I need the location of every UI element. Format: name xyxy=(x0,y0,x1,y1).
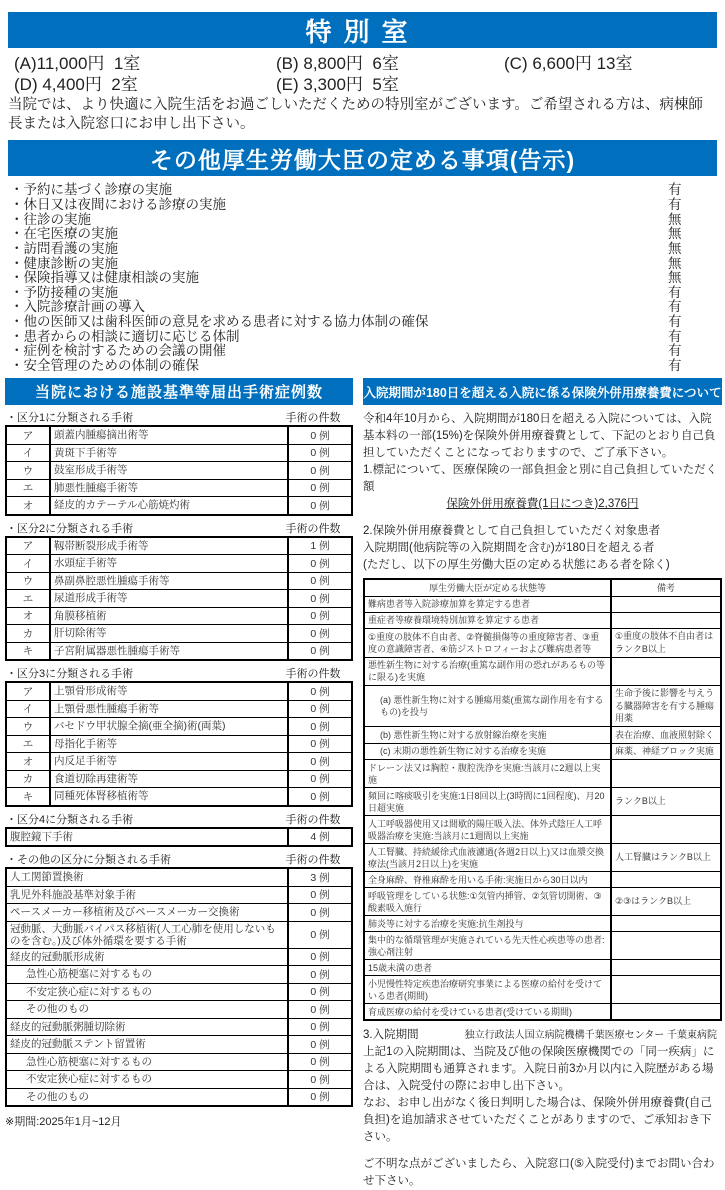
section-label xyxy=(5,667,353,681)
notice-label: ・在宅医療の実施 xyxy=(10,226,118,242)
notice-label: ・訪問看護の実施 xyxy=(10,240,118,256)
row-count: 0 例 xyxy=(287,497,351,514)
item3-label: 3.入院期間 xyxy=(363,1029,419,1041)
row-letter: イ xyxy=(7,445,51,462)
notice-label: ・健康診断の実施 xyxy=(10,255,118,271)
section-title: ・区分2に分類される手術 xyxy=(6,522,134,535)
row-count: 0 例 xyxy=(287,1036,351,1053)
row-name: ペースメーカー移植術及びペースメーカー交換術 xyxy=(10,906,240,919)
table-row xyxy=(7,869,351,886)
row-count: 0 例 xyxy=(287,949,351,966)
table-row xyxy=(365,959,720,975)
row-count: 0 例 xyxy=(287,427,351,444)
table-row xyxy=(365,787,720,815)
notice-value: 無 xyxy=(668,240,682,256)
row-state: 頻回に喀痰吸引を実施:1日8回以上(3時間に1回程度)、月20日超実施 xyxy=(368,790,605,813)
notice-value: 有 xyxy=(668,182,682,198)
row-count: 0 例 xyxy=(287,445,351,462)
row-count: 0 例 xyxy=(287,480,351,497)
row-state: 重症者等療養環境特別加算を算定する患者 xyxy=(368,615,540,625)
row-name: 頭蓋内腫瘍摘出術等 xyxy=(54,429,149,442)
row-name: 鼓室形成手術等 xyxy=(54,464,128,477)
row-state: 集中的な循環管理が実施されている先天性心疾患等の患者:強心剤注射 xyxy=(368,934,605,957)
notice-row xyxy=(10,357,717,372)
count-column-header: 手術の件数 xyxy=(285,412,341,424)
row-letter: キ xyxy=(7,788,51,805)
table-row xyxy=(7,1000,351,1018)
row-count: 3 例 xyxy=(287,869,351,886)
surgery-header: 当院における施設基準等届出手術症例数 xyxy=(5,378,353,405)
table-row xyxy=(365,843,720,871)
price-item: (B) 8,800円 6室 xyxy=(276,54,399,73)
row-note xyxy=(610,760,720,787)
row-state: (c) 末期の悪性新生物に対する治療を実施 xyxy=(380,746,546,757)
row-state: 難病患者等入院診療加算を算定する患者 xyxy=(368,599,531,609)
row-name: 腹腔鏡下手術 xyxy=(10,830,73,843)
item2-label: 2.保険外併用療養費として自己負担していただく対象患者 xyxy=(363,525,661,537)
row-count: 1 例 xyxy=(287,538,351,555)
row-count: 0 例 xyxy=(287,771,351,788)
row-letter: オ xyxy=(7,608,51,625)
row-name: 経皮的冠動脈形成術 xyxy=(10,950,105,963)
special-room-title: 特別室 xyxy=(305,16,420,47)
table-row xyxy=(7,1088,351,1106)
row-note: 表在治療、血液照射除く xyxy=(610,727,720,743)
period-note: ※期間:2025年1月~12月 xyxy=(5,1116,122,1128)
table-row xyxy=(7,538,351,555)
notice-label: ・入院診療計画の導入 xyxy=(10,299,145,315)
table-row xyxy=(365,931,720,959)
surgery-sections xyxy=(5,411,353,1107)
table-row xyxy=(7,479,351,497)
row-count: 0 例 xyxy=(287,608,351,625)
row-name: バセドウ甲状腺全摘(亜全摘)術(両葉) xyxy=(54,720,226,733)
row-name: 経皮的カテーテル心筋焼灼術 xyxy=(54,499,190,512)
table-row xyxy=(7,903,351,921)
row-name: 不安定狭心症に対するもの xyxy=(26,985,152,998)
row-name: その他のもの xyxy=(26,1090,89,1103)
table-row xyxy=(7,683,351,700)
row-name: 不安定狭心症に対するもの xyxy=(26,1073,152,1086)
insurance-column xyxy=(363,378,722,1190)
row-letter: オ xyxy=(7,753,51,770)
notice-list xyxy=(10,181,717,374)
row-count: 0 例 xyxy=(287,718,351,735)
section-title: ・区分1に分類される手術 xyxy=(6,412,134,424)
table-row xyxy=(365,685,720,727)
row-count: 0 例 xyxy=(287,887,351,904)
notice-label: ・予防接種の実施 xyxy=(10,284,118,300)
table-row xyxy=(7,642,351,660)
row-letter: エ xyxy=(7,590,51,607)
row-name: 乳児外科施設基準対象手術 xyxy=(10,888,136,901)
table-row xyxy=(7,1070,351,1088)
row-note xyxy=(610,872,720,887)
table-row xyxy=(365,759,720,787)
table-row xyxy=(7,589,351,607)
row-name: 子宮附属器悪性腫瘍手術等 xyxy=(54,644,180,657)
table-row xyxy=(7,921,351,948)
table-row xyxy=(7,496,351,514)
row-name: 急性心筋梗塞に対するもの xyxy=(26,968,152,981)
surgery-column xyxy=(5,378,353,1129)
section-label xyxy=(5,853,353,867)
table-row xyxy=(7,1018,351,1036)
count-column-header: 手術の件数 xyxy=(285,522,341,535)
row-state: 人工腎臓、持続緩徐式血液濾過(各週2日以上)又は血漿交換療法(当該月2日以上)を実施 xyxy=(368,846,605,869)
surgery-table xyxy=(5,681,353,807)
notice-value: 無 xyxy=(668,211,682,227)
row-count: 0 例 xyxy=(287,683,351,700)
special-room-intro: 当院では、より快適に入院生活をお過ごしいただくための特別室がございます。ご希望される方は、病棟師長または入院窓口にお申し出下さい。 xyxy=(8,97,703,132)
surgery-table xyxy=(5,536,353,662)
row-count: 0 例 xyxy=(287,701,351,718)
row-name: 上顎骨悪性腫瘍手術等 xyxy=(54,702,159,715)
row-state: ①重度の肢体不自由者、②脊髄損傷等の重度障害者、③重度の意識障害者、④筋ジストロフィーおよび難病患者等 xyxy=(368,631,600,654)
row-state: 15歳未満の患者 xyxy=(368,962,433,973)
row-state: 肺炎等に対する治療を実施:抗生剤投与 xyxy=(368,918,524,929)
note-column-header: 備考 xyxy=(610,580,720,596)
row-name: 角膜移植術 xyxy=(54,609,107,622)
notices-title: その他厚生労働大臣の定める事項(告示) xyxy=(149,146,576,173)
notices-banner xyxy=(8,140,717,176)
row-count: 0 例 xyxy=(287,1089,351,1106)
item1-label: 1.標記について、医療保険の一部負担金と別に自己負担していただく額 xyxy=(363,464,718,493)
special-room-banner xyxy=(8,12,717,48)
row-name: 経皮的冠動脈ステント留置術 xyxy=(10,1038,146,1051)
row-name: 靱帯断裂形成手術等 xyxy=(54,539,149,552)
row-letter: カ xyxy=(7,625,51,642)
row-state: 悪性新生物に対する治療(重篤な副作用の恐れがあるもの等に限る)を実施 xyxy=(368,660,605,682)
row-count: 0 例 xyxy=(287,573,351,590)
row-count: 0 例 xyxy=(287,788,351,805)
table-row xyxy=(7,1035,351,1053)
row-count: 0 例 xyxy=(287,966,351,983)
table-row xyxy=(7,886,351,904)
insurance-intro: 令和4年10月から、入院期間が180日を超える入院については、入院基本料の一部(15%)を保険外併用療養費として、下記のとおり自己負担していただくことになっておりますので、ご了承下さい。 xyxy=(363,413,716,459)
row-note xyxy=(610,597,720,612)
count-column-header: 手術の件数 xyxy=(285,668,341,680)
row-count: 0 例 xyxy=(287,984,351,1001)
row-letter: オ xyxy=(7,497,51,514)
row-note: 麻薬、神経ブロック実施 xyxy=(610,744,720,760)
section-title: ・区分4に分類される手術 xyxy=(6,813,134,826)
notice-value: 有 xyxy=(668,196,682,212)
row-letter: イ xyxy=(7,701,51,718)
table-row xyxy=(7,787,351,805)
row-letter: ウ xyxy=(7,573,51,590)
row-count: 0 例 xyxy=(287,643,351,660)
price-item: (E) 3,300円 5室 xyxy=(276,75,399,94)
section-label xyxy=(5,411,353,425)
row-count: 0 例 xyxy=(287,736,351,753)
table-row xyxy=(7,554,351,572)
table-row xyxy=(365,596,720,612)
row-note xyxy=(610,658,720,685)
row-letter: エ xyxy=(7,480,51,497)
table-row xyxy=(7,983,351,1001)
table-row xyxy=(7,1053,351,1071)
row-note xyxy=(610,960,720,975)
price-item: (C) 6,600円 13室 xyxy=(504,54,633,73)
hospital-footer: 独立行政法人国立病院機構千葉医療センター 千葉東病院 xyxy=(464,1030,717,1041)
item2-line: 入院期間(他病院等の入院期間を含む)が180日を超える者 xyxy=(363,542,655,554)
table-row xyxy=(7,427,351,444)
row-name: その他のもの xyxy=(26,1003,89,1016)
row-letter: ア xyxy=(7,683,51,700)
row-letter: ア xyxy=(7,538,51,555)
row-note xyxy=(610,976,720,1003)
row-state: ドレーン法又は胸腔・腹腔洗浄を実施:当該月に2週以上実施 xyxy=(368,762,601,785)
item3-paras xyxy=(363,1044,722,1146)
row-count: 0 例 xyxy=(287,625,351,642)
table-row xyxy=(7,752,351,770)
row-name: 急性心筋梗塞に対するもの xyxy=(26,1055,152,1068)
table-row xyxy=(365,815,720,843)
table-row xyxy=(7,461,351,479)
row-note xyxy=(610,932,720,959)
table-row xyxy=(365,726,720,743)
state-column-header: 厚生労働大臣が定める状態等 xyxy=(428,582,546,593)
row-count: 0 例 xyxy=(287,904,351,921)
notice-value: 有 xyxy=(668,314,682,330)
row-name: 人工関節置換術 xyxy=(10,871,84,884)
notice-label: ・他の医師又は歯科医師の意見を求める患者に対する協力体制の確保 xyxy=(10,314,429,330)
table-row xyxy=(7,607,351,625)
row-note: 人工腎臓はランクB以上 xyxy=(610,844,720,871)
insurance-table xyxy=(363,578,722,1021)
notice-value: 無 xyxy=(668,270,682,286)
notice-label: ・保険指導又は健康相談の実施 xyxy=(10,270,199,286)
row-note xyxy=(610,916,720,931)
row-name: 上顎骨形成術等 xyxy=(54,685,128,698)
section-title: ・その他の区分に分類される手術 xyxy=(6,854,171,866)
fee-line: 保険外併用療養費(1日につき)2,376円 xyxy=(446,498,639,510)
row-count: 0 例 xyxy=(287,462,351,479)
item3-paragraph: 上記1の入院期間は、当院及び他の保険医療機関での「同一疾病」による入院期間も通算されます。入院日前3か月以内に入院歴がある場合は、入院受付の際にお申し出下さい。 xyxy=(363,1046,715,1092)
count-column-header: 手術の件数 xyxy=(285,813,341,826)
table-row xyxy=(7,948,351,966)
row-name: 同種死体腎移植術等 xyxy=(54,790,149,803)
row-count: 0 例 xyxy=(287,753,351,770)
table-row xyxy=(7,624,351,642)
table-row xyxy=(7,735,351,753)
row-name: 母指化手術等 xyxy=(54,737,117,750)
surgery-table xyxy=(5,867,353,1107)
table-header-row xyxy=(365,580,720,596)
table-row xyxy=(7,770,351,788)
row-note xyxy=(610,613,720,628)
table-row xyxy=(365,975,720,1003)
section-label xyxy=(5,522,353,536)
row-count: 0 例 xyxy=(287,1001,351,1018)
row-note xyxy=(610,1004,720,1019)
table-row xyxy=(365,1003,720,1019)
row-name: 水頭症手術等 xyxy=(54,557,117,570)
notice-label: ・患者からの相談に適切に応じる体制 xyxy=(10,328,240,344)
notice-value: 有 xyxy=(668,328,682,344)
notice-value: 無 xyxy=(668,255,682,271)
notice-value: 有 xyxy=(668,343,682,359)
row-note: ランクB以上 xyxy=(610,788,720,815)
table-row xyxy=(365,628,720,657)
row-count: 4 例 xyxy=(287,829,351,846)
row-count: 0 例 xyxy=(287,555,351,572)
section-title: ・区分3に分類される手術 xyxy=(6,668,134,680)
price-item: (D) 4,400円 2室 xyxy=(14,75,138,94)
row-note: ②③はランクB以上 xyxy=(610,888,720,915)
row-state: 全身麻酔、脊椎麻酔を用いる手術:実施日から30日以内 xyxy=(368,874,588,885)
row-count: 0 例 xyxy=(287,590,351,607)
table-row xyxy=(7,965,351,983)
row-count: 0 例 xyxy=(287,1071,351,1088)
surgery-table xyxy=(5,827,353,848)
count-column-header: 手術の件数 xyxy=(285,854,341,866)
section-label xyxy=(5,813,353,827)
table-row xyxy=(365,887,720,915)
notice-label: ・予約に基づく診療の実施 xyxy=(10,182,172,198)
row-state: 人工呼吸器使用又は間歇的陽圧吸入法、体外式陰圧人工呼吸器治療を実施:当該月に1週間以上実施 xyxy=(368,818,603,841)
row-name: 尿道形成手術等 xyxy=(54,592,128,605)
item3-paragraph: なお、お申し出がなく後日判明した場合は、保険外併用療養費(自己負担)を追加請求させていただくことがありますので、ご承知おき下さい。 xyxy=(363,1097,712,1143)
row-letter: イ xyxy=(7,555,51,572)
row-state: 育成医療の給付を受けている患者(受けている期間) xyxy=(368,1006,572,1017)
notice-value: 有 xyxy=(668,299,682,315)
table-row xyxy=(365,612,720,628)
contact-line: ご不明な点がございましたら、入院窓口(⑤入院受付)までお問い合わせ下さい。 xyxy=(363,1158,715,1187)
item2-lines xyxy=(363,540,722,574)
row-name: 鼻副鼻腔悪性腫瘍手術等 xyxy=(54,574,170,587)
row-name: 肝切除術等 xyxy=(54,627,107,640)
table-row xyxy=(7,572,351,590)
table-row xyxy=(7,829,351,846)
price-grid xyxy=(14,53,718,95)
row-note xyxy=(610,816,720,843)
row-state: (a) 悪性新生物に対する腫瘍用薬(重篤な副作用を有するもの)を投与 xyxy=(380,694,604,717)
row-state: 呼吸管理をしている状態:①気管内挿管、②気管切開術、③酸素吸入施行 xyxy=(368,890,602,913)
surgery-table xyxy=(5,425,353,516)
notice-label: ・休日又は夜間における診療の実施 xyxy=(10,196,226,212)
table-row xyxy=(365,915,720,931)
notice-value: 有 xyxy=(668,284,682,300)
row-letter: キ xyxy=(7,643,51,660)
row-name: 内反足手術等 xyxy=(54,755,117,768)
row-name: 肺悪性腫瘍手術等 xyxy=(54,481,138,494)
table-row xyxy=(7,717,351,735)
table-row xyxy=(7,444,351,462)
table-row xyxy=(365,871,720,887)
row-state: 小児慢性特定疾患治療研究事業による医療の給付を受けている患者(期間) xyxy=(368,978,603,1001)
notice-label: ・安全管理のための体制の確保 xyxy=(10,358,199,374)
row-count: 0 例 xyxy=(287,1019,351,1036)
row-letter: エ xyxy=(7,736,51,753)
row-letter: ウ xyxy=(7,462,51,479)
row-name: 食道切除再建術等 xyxy=(54,772,138,785)
table-row xyxy=(365,657,720,685)
price-item: (A)11,000円 1室 xyxy=(14,54,141,73)
notice-value: 無 xyxy=(668,226,682,242)
item2-line: (ただし、以下の厚生労働大臣の定める状態にある者を除く) xyxy=(363,559,670,571)
row-letter: ア xyxy=(7,427,51,444)
row-count: 0 例 xyxy=(287,922,351,948)
row-name: 冠動脈、大動脈バイパス移植術(人工心肺を使用しないものを含む。)及び体外循環を要する手術 xyxy=(10,922,276,947)
row-state: (b) 悪性新生物に対する放射線治療を実施 xyxy=(380,729,547,740)
table-row xyxy=(7,700,351,718)
table-row xyxy=(365,743,720,760)
row-letter: カ xyxy=(7,771,51,788)
row-note: ①重度の肢体不自由者はランクB以上 xyxy=(610,629,720,657)
notice-value: 有 xyxy=(668,358,682,374)
notice-label: ・往診の実施 xyxy=(10,211,91,227)
row-note: 生命予後に影響を与えうる臓器障害を有する腫瘍用薬 xyxy=(610,686,720,727)
notice-label: ・症例を検討するための会議の開催 xyxy=(10,343,226,359)
row-count: 0 例 xyxy=(287,1054,351,1071)
row-letter: ウ xyxy=(7,718,51,735)
row-name: 経皮的冠動脈粥腫切除術 xyxy=(10,1020,126,1033)
insurance-header: 入院期間が180日を超える入院に係る保険外併用療養費について xyxy=(363,378,722,405)
row-name: 黄斑下手術等 xyxy=(54,446,117,459)
